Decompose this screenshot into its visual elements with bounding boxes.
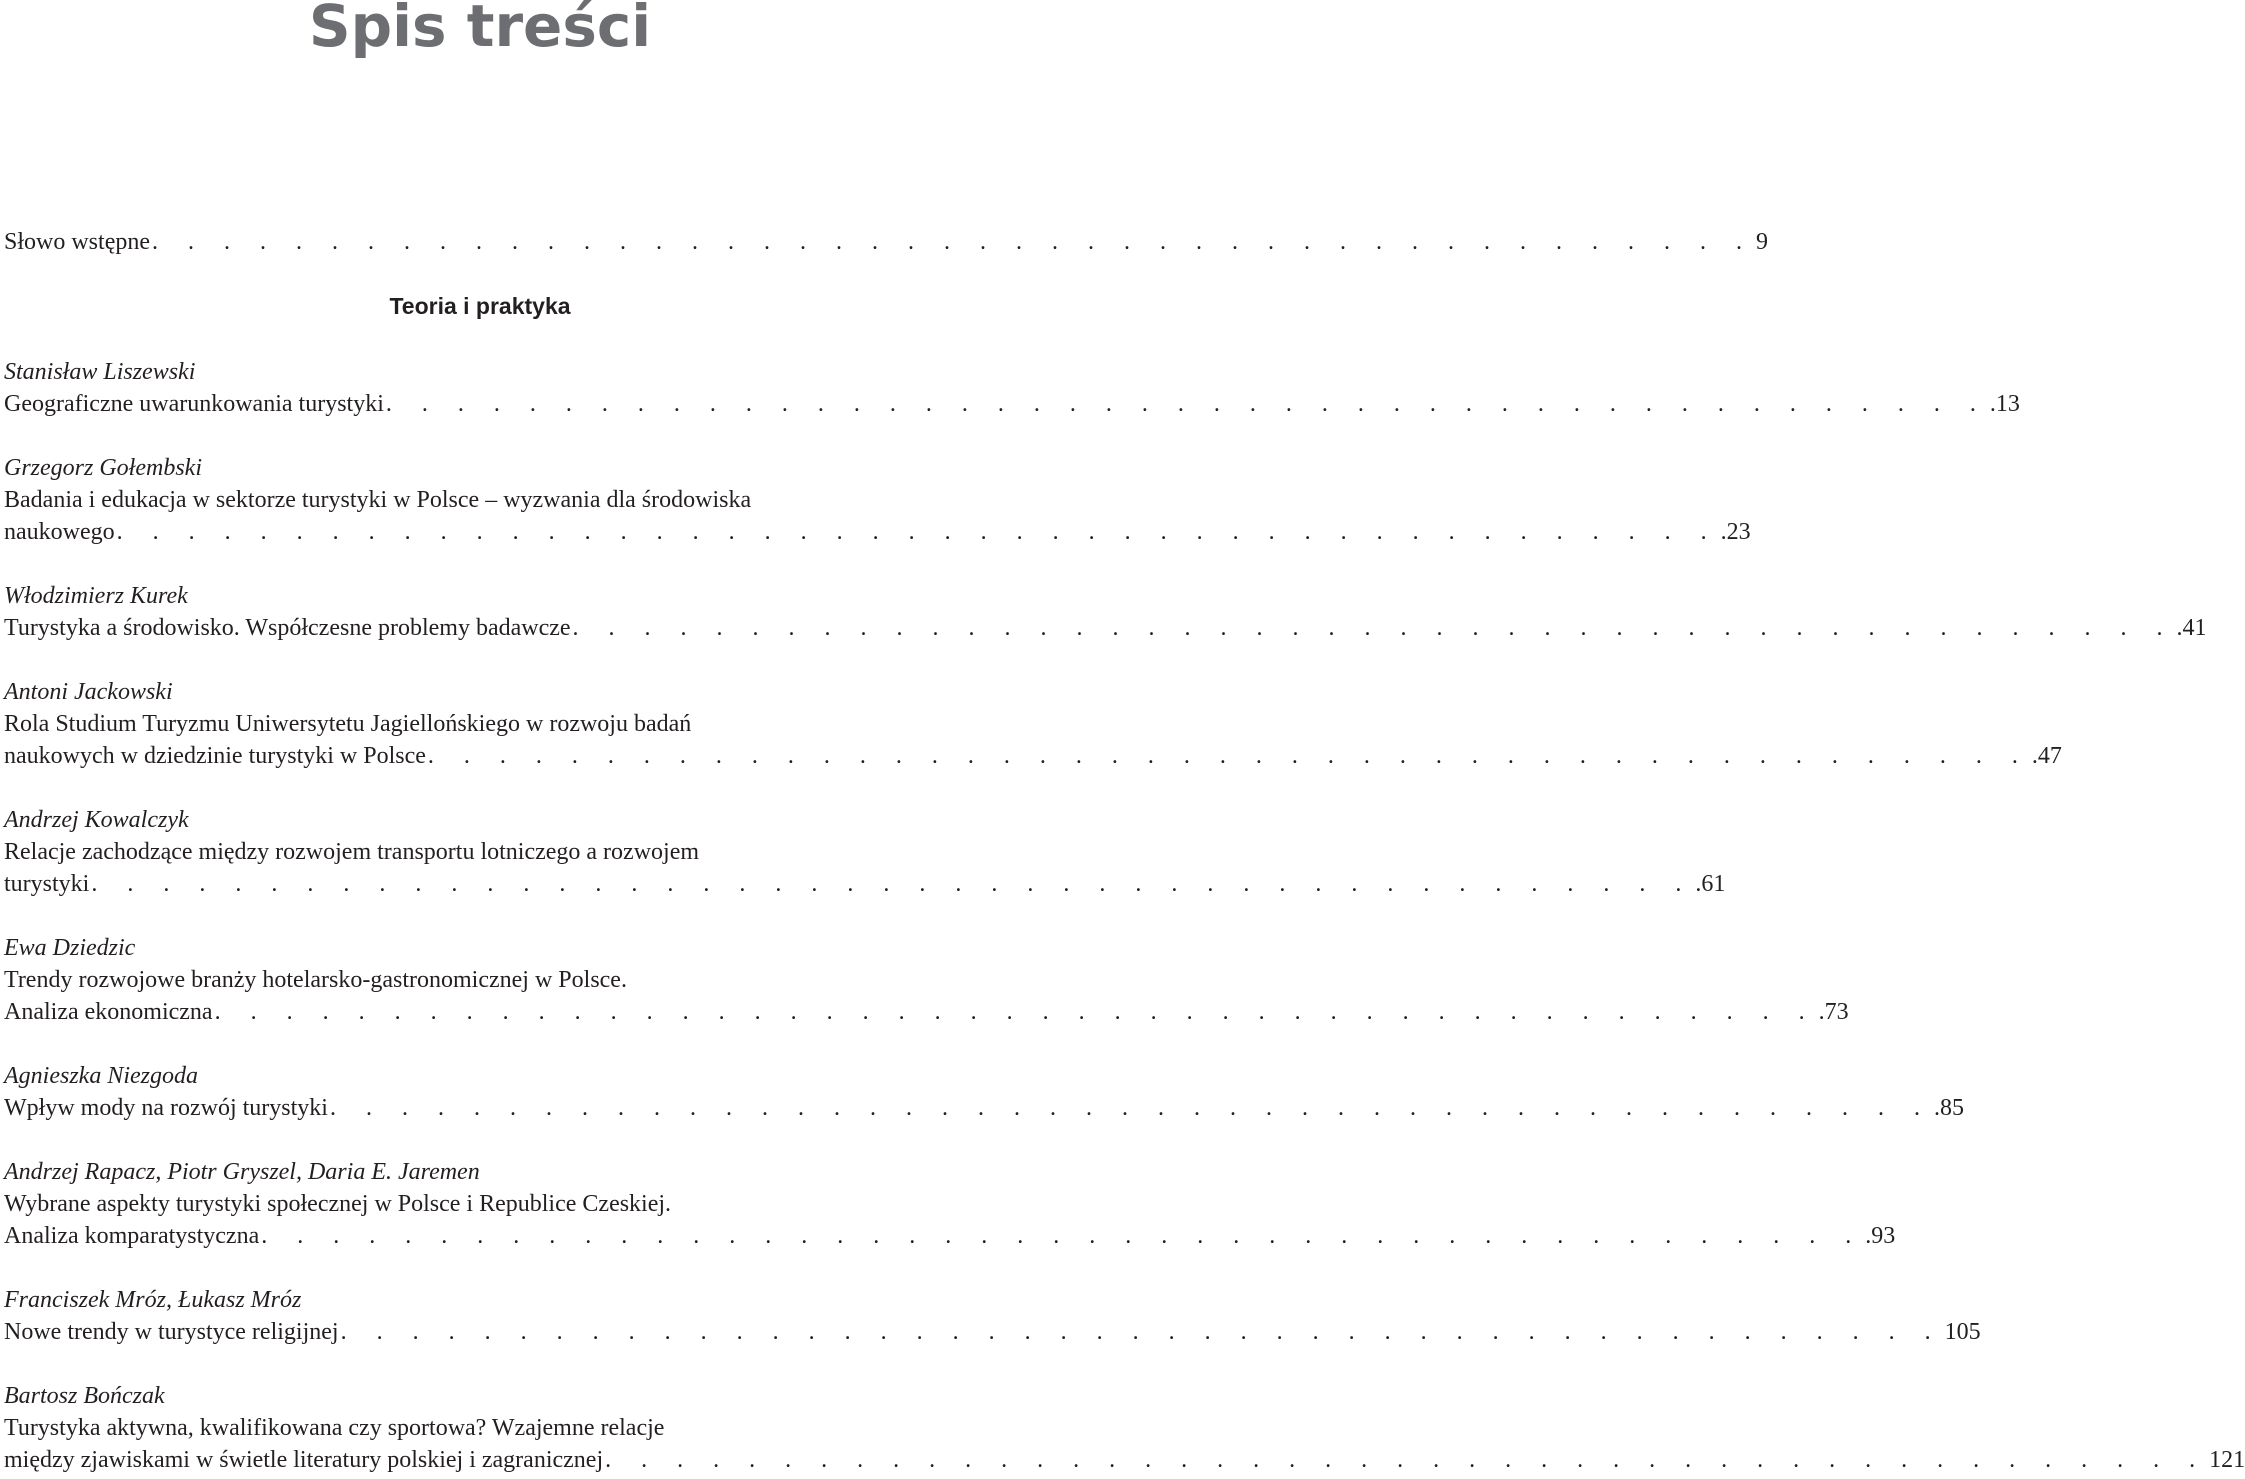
leader-dots: . . . . . . . . . . . . . . . . . . . . . . . . . . . . . . . . . . . . . . . . . . . . . <box>91 871 1694 897</box>
entry-title-line: Trendy rozwojowe branży hotelarsko-gastronomicznej w Polsce. <box>4 967 627 993</box>
toc-entry[interactable] <box>4 1444 2245 1476</box>
entry-title: naukowego <box>4 519 115 545</box>
page-number: .13 <box>1989 391 2020 417</box>
entry-title: Słowo wstępne <box>4 229 150 255</box>
toc-entry[interactable] <box>4 388 2020 420</box>
entry-author: Bartosz Bończak <box>4 1383 165 1409</box>
entry-title: Nowe trendy w turystyce religijnej <box>4 1319 339 1345</box>
toc-entry[interactable] <box>4 996 1849 1028</box>
entry-title-line: Wybrane aspekty turystyki społecznej w Polsce i Republice Czeskiej. <box>4 1191 672 1217</box>
page-number: .85 <box>1933 1095 1964 1121</box>
entry-author: Antoni Jackowski <box>4 679 173 705</box>
entry-title: Analiza ekonomiczna <box>4 999 213 1025</box>
page-number: 121 <box>2209 1447 2245 1473</box>
toc-entry[interactable] <box>4 1092 1964 1124</box>
page-number: .93 <box>1865 1223 1896 1249</box>
toc-entry[interactable] <box>4 516 1751 548</box>
toc-entry[interactable] <box>4 612 2207 644</box>
page-number: .73 <box>1818 999 1849 1025</box>
entry-author: Ewa Dziedzic <box>4 935 136 961</box>
leader-dots: . . . . . . . . . . . . . . . . . . . . . . . . . . . . . . . . . . . . . . . . . . . . . <box>572 615 2175 641</box>
entry-title-line: Relacje zachodzące między rozwojem transportu lotniczego a rozwojem <box>4 839 700 865</box>
toc-entry-preface[interactable] <box>4 226 1768 258</box>
entry-title: turystyki <box>4 871 90 897</box>
entry-author: Andrzej Rapacz, Piotr Gryszel, Daria E. Jaremen <box>4 1159 480 1185</box>
page-number: .23 <box>1720 519 1751 545</box>
entry-title: Geograficzne uwarunkowania turystyki <box>4 391 384 417</box>
entry-title-line: Turystyka aktywna, kwalifikowana czy sportowa? Wzajemne relacje <box>4 1415 665 1441</box>
page-number: 105 <box>1944 1319 1981 1345</box>
leader-dots: . . . . . . . . . . . . . . . . . . . . . . . . . . . . . . . . . . . . . . . . . . . . . <box>605 1447 2208 1473</box>
entry-title-line: Rola Studium Turyzmu Uniwersytetu Jagiellońskiego w rozwoju badań <box>4 711 692 737</box>
page-number: .41 <box>2176 615 2207 641</box>
toc-entry[interactable] <box>4 868 1726 900</box>
leader-dots: . . . . . . . . . . . . . . . . . . . . . . . . . . . . . . . . . . . . . . . . . . . . . <box>214 999 1817 1025</box>
leader-dots: . . . . . . . . . . . . . . . . . . . . . . . . . . . . . . . . . . . . . . . . . . . . . <box>152 229 1754 255</box>
entry-title-line: Badania i edukacja w sektorze turystyki w Polsce – wyzwania dla środowiska <box>4 487 752 513</box>
entry-title: Turystyka a środowisko. Współczesne problemy badawcze <box>4 615 571 641</box>
leader-dots: . . . . . . . . . . . . . . . . . . . . . . . . . . . . . . . . . . . . . . . . . . . . . <box>261 1223 1864 1249</box>
entry-title: Analiza komparatystyczna <box>4 1223 260 1249</box>
leader-dots: . . . . . . . . . . . . . . . . . . . . . . . . . . . . . . . . . . . . . . . . . . . . . <box>340 1319 1943 1345</box>
entry-author: Andrzej Kowalczyk <box>4 807 189 833</box>
leader-dots: . . . . . . . . . . . . . . . . . . . . . . . . . . . . . . . . . . . . . . . . . . . . . <box>427 743 2030 769</box>
toc-entry[interactable] <box>4 1220 1896 1252</box>
entry-author: Grzegorz Gołembski <box>4 455 202 481</box>
entry-title: naukowych w dziedzinie turystyki w Polsce <box>4 743 426 769</box>
toc-entry[interactable] <box>4 740 2062 772</box>
toc-entry[interactable] <box>4 1316 1981 1348</box>
section-heading: Teoria i praktyka <box>389 293 571 319</box>
entry-author: Włodzimierz Kurek <box>4 583 188 609</box>
page-number: .61 <box>1695 871 1726 897</box>
leader-dots: . . . . . . . . . . . . . . . . . . . . . . . . . . . . . . . . . . . . . . . . . . . . . <box>329 1095 1932 1121</box>
entry-title: między zjawiskami w świetle literatury polskiej i zagranicznej <box>4 1447 604 1473</box>
page-number: 9 <box>1756 229 1768 255</box>
entry-author: Agnieszka Niezgoda <box>4 1063 198 1089</box>
entry-title: Wpływ mody na rozwój turystyki <box>4 1095 328 1121</box>
page-title: Spis treści <box>308 0 652 60</box>
leader-dots: . . . . . . . . . . . . . . . . . . . . . . . . . . . . . . . . . . . . . . . . . . . . . <box>385 391 1988 417</box>
entry-author: Franciszek Mróz, Łukasz Mróz <box>4 1287 302 1313</box>
leader-dots: . . . . . . . . . . . . . . . . . . . . . . . . . . . . . . . . . . . . . . . . . . . . . <box>116 519 1719 545</box>
entry-author: Stanisław Liszewski <box>4 359 196 385</box>
page-number: .47 <box>2031 743 2062 769</box>
